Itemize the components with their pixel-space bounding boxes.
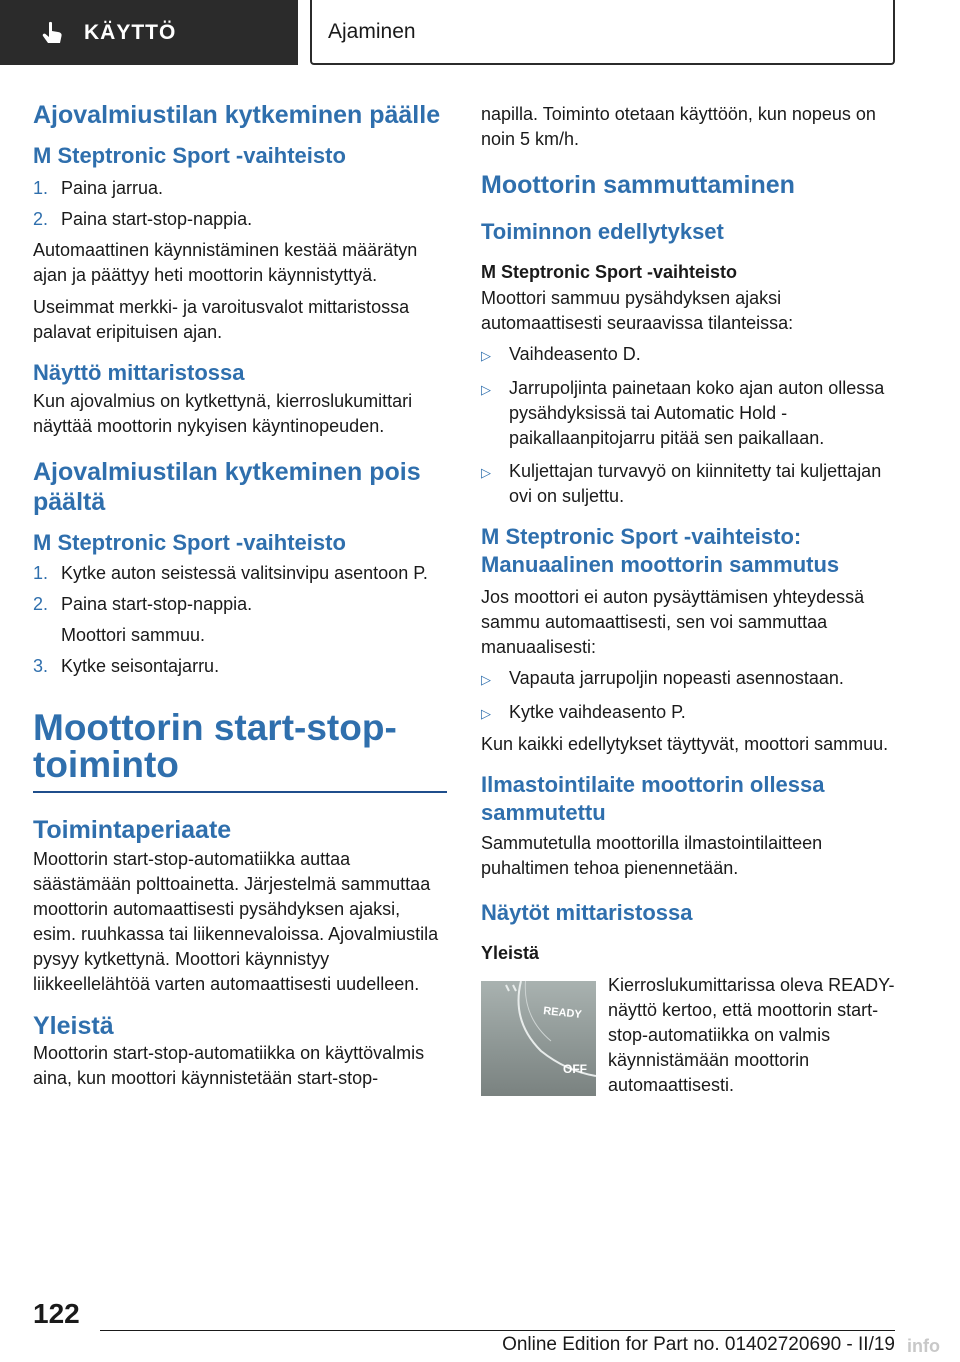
paragraph: Kierroslukumittarissa oleva READY-näyttö kertoo, että moottorin start-stop-automatiikka on valmis käynnistämään moottorin automaattisesti.: [608, 975, 895, 1095]
list-item: 1. Paina jarrua.: [33, 178, 164, 198]
page-header: [310, 0, 895, 65]
ready-display-image: [481, 981, 596, 1096]
paragraph: Moottori sammuu pysähdyksen ajaksi automaattisesti seuraavissa tilanteissa:: [481, 288, 794, 333]
paragraph: Jos moottori ei auton pysäyttämisen yhteydessä sammu automaattisesti, sen voi sammuttaa manuaalisesti:: [481, 587, 865, 657]
section-label: KÄYTTÖ: [84, 20, 177, 44]
heading-ready-off: Ajovalmiustilan kytkeminen pois päältä: [33, 458, 421, 516]
paragraph: Kun ajovalmius on kytkettynä, kierroslukumittari näyttää moottorin nykyisen käyntinopeuden.: [33, 391, 413, 436]
list-item: ▷ Vaihdeasento D.: [481, 344, 641, 364]
left-column: [33, 100, 447, 1091]
list-item: ▷ Kytke vaihdeasento P.: [481, 702, 686, 722]
list-item: 2. Paina start-stop-nappia.: [33, 594, 253, 614]
list-item: 3. Kytke seisontajarru.: [33, 656, 220, 676]
page-number: 122: [33, 1298, 80, 1329]
edition-text: Online Edition for Part no. 01402720690 - II/19: [502, 1334, 895, 1355]
paragraph: Sammutetulla moottorilla ilmastointilaitteen puhaltimen tehoa pienennetään.: [481, 833, 823, 878]
heading-shutdown: Moottorin sammuttaminen: [481, 171, 795, 199]
off-label: OFF: [563, 1062, 587, 1076]
step-note: Moottori sammuu.: [61, 625, 206, 645]
footer-divider: [100, 1330, 895, 1331]
paragraph: Automaattinen käynnistäminen kestää määrätyn ajan ja päättyy heti moottorin käynnistyttyä.: [33, 240, 418, 285]
chapter-title: Moottorin start-stop-toiminto: [33, 707, 397, 785]
heading-steptronic-2: M Steptronic Sport -vaihteisto: [33, 530, 346, 555]
heading-prereq: Toiminnon edellytykset: [481, 219, 724, 244]
heading-steptronic-1: M Steptronic Sport -vaihteisto: [33, 143, 346, 168]
watermark: info: [907, 1336, 940, 1356]
paragraph: Moottorin start-stop-automatiikka on käyttövalmis aina, kun moottori käynnistetään start-stop-: [33, 1043, 425, 1088]
list-item: ▷ Vapauta jarrupoljin nopeasti asennostaan.: [481, 668, 844, 688]
paragraph: Kun kaikki edellytykset täyttyvät, moottori sammuu.: [481, 734, 889, 754]
section-tab[interactable]: [0, 0, 298, 65]
heading-general: Yleistä: [33, 1012, 114, 1040]
list-item: 2. Paina start-stop-nappia.: [33, 209, 253, 229]
list-item: ▷ Kuljettajan turvavyö on kiinnitetty tai kuljettajan ovi on suljettu.: [481, 461, 882, 506]
paragraph: napilla. Toiminto otetaan käyttöön, kun nopeus on noin 5 km/h.: [481, 104, 876, 149]
paragraph: Useimmat merkki- ja varoitusvalot mittaristossa palavat eripituisen ajan.: [33, 297, 410, 342]
hand-pointer-icon: [40, 20, 66, 46]
heading-principle: Toimintaperiaate: [33, 816, 232, 844]
heading-displays: Näytöt mittaristossa: [481, 900, 693, 925]
subheading-general: Yleistä: [481, 943, 540, 963]
heading-manual: M Steptronic Sport -vaihteisto: Manuaalinen moottorin sammutus: [481, 524, 840, 577]
subheading-steptronic: M Steptronic Sport -vaihteisto: [481, 262, 738, 282]
header-title: Ajaminen: [328, 19, 416, 43]
list-item: ▷ Jarrupoljinta painetaan koko ajan auton ollessa pysähdyksissä tai Automatic Hold -paikallaanpitojarru pitää sen paikallaan.: [481, 378, 885, 448]
ready-section: [481, 973, 895, 1098]
heading-ready-on: Ajovalmiustilan kytkeminen päälle: [33, 101, 441, 129]
paragraph: Moottorin start-stop-automatiikka auttaa säästämään polttoainetta. Järjestelmä sammuttaa moottorin automaattisesti pysähdyksen ajaksi, esim. ruuhkassa tai liikennevaloissa. Ajovalmiustila pysyy kytkettynä. Moottori käynnistyy liikkeellelähtöä varten automaattisesti uudelleen.: [33, 849, 439, 994]
chapter-divider: [33, 791, 447, 793]
heading-climate: Ilmastointilaite moottorin ollessa sammutettu: [481, 772, 825, 825]
heading-display: Näyttö mittaristossa: [33, 360, 245, 385]
list-item: 1. Kytke auton seistessä valitsinvipu asentoon P.: [33, 563, 428, 583]
ready-label: READY: [542, 1005, 583, 1022]
right-column: [481, 102, 895, 1098]
